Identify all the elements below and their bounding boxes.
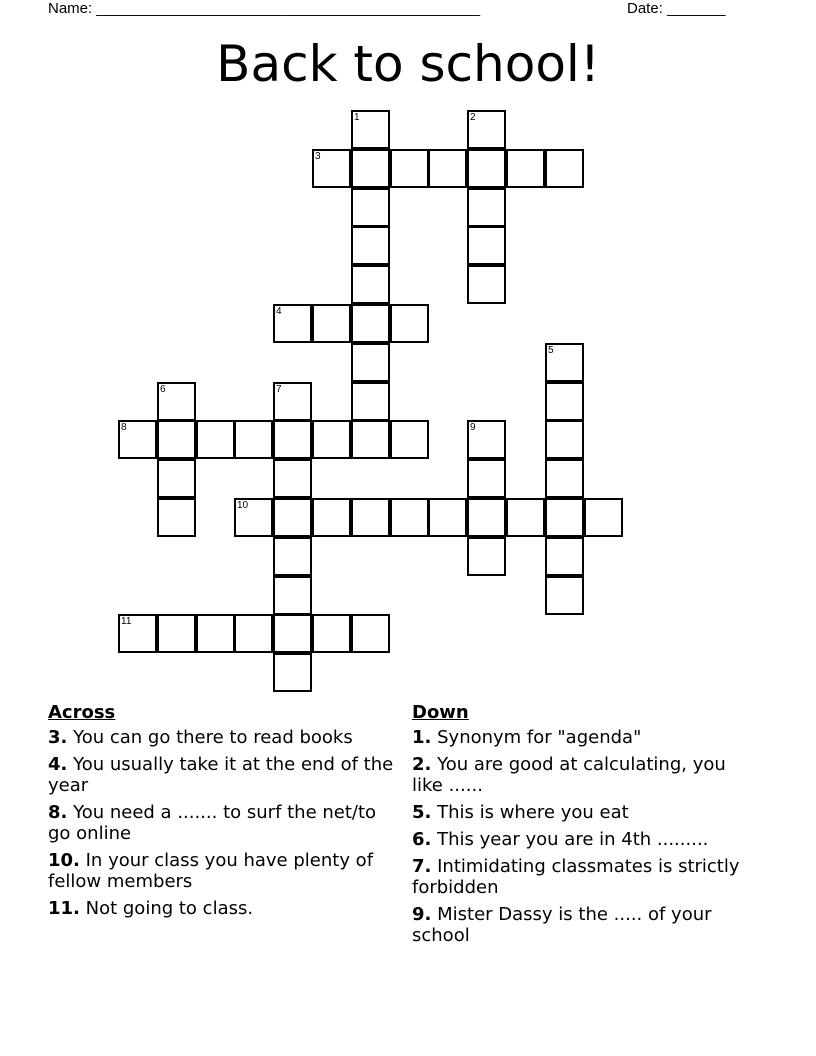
- down-clue: [412, 856, 762, 898]
- crossword-cell[interactable]: [273, 614, 312, 653]
- clue-text: You can go there to read books: [73, 727, 353, 748]
- clue-text: This is where you eat: [437, 802, 629, 823]
- crossword-cell[interactable]: [390, 420, 429, 459]
- clue-number: 1.: [412, 727, 432, 748]
- crossword-cell[interactable]: [273, 382, 312, 421]
- crossword-cell[interactable]: [467, 498, 506, 537]
- crossword-cell[interactable]: [351, 382, 390, 421]
- down-clue: [412, 802, 762, 823]
- clue-number: 3.: [48, 727, 68, 748]
- cell-number: 5: [548, 345, 554, 356]
- crossword-cell[interactable]: [467, 149, 506, 188]
- clue-number: 7.: [412, 856, 432, 877]
- across-heading: Across: [48, 702, 116, 723]
- cell-number: 8: [121, 422, 127, 433]
- crossword-cell[interactable]: [273, 576, 312, 615]
- crossword-cell[interactable]: [506, 149, 545, 188]
- crossword-cell[interactable]: [312, 304, 351, 343]
- clue-text: In your class you have plenty of fellow members: [48, 850, 374, 892]
- crossword-cell[interactable]: [157, 614, 196, 653]
- crossword-cell[interactable]: [118, 420, 157, 459]
- clue-text: You are good at calculating, you like ......: [412, 754, 726, 796]
- clue-text: You usually take it at the end of the year: [48, 754, 394, 796]
- clue-number: 11.: [48, 898, 80, 919]
- crossword-cell[interactable]: [273, 420, 312, 459]
- clue-number: 2.: [412, 754, 432, 775]
- crossword-cell[interactable]: [234, 614, 273, 653]
- clue-number: 8.: [48, 802, 68, 823]
- across-clue: [48, 850, 398, 892]
- clue-number: 10.: [48, 850, 80, 871]
- down-clue: [412, 754, 762, 796]
- crossword-cell[interactable]: [234, 420, 273, 459]
- crossword-cell[interactable]: [234, 498, 273, 537]
- crossword-cell[interactable]: [390, 149, 429, 188]
- cell-number: 4: [276, 306, 282, 317]
- crossword-cell[interactable]: [273, 304, 312, 343]
- clue-number: 4.: [48, 754, 68, 775]
- crossword-cell[interactable]: [467, 420, 506, 459]
- crossword-cell[interactable]: [467, 188, 506, 227]
- crossword-cell[interactable]: [545, 382, 584, 421]
- crossword-cell[interactable]: [312, 149, 351, 188]
- cell-number: 9: [470, 422, 476, 433]
- date-field-label: Date: _______: [627, 0, 726, 17]
- crossword-cell[interactable]: [273, 498, 312, 537]
- crossword-cell[interactable]: [351, 149, 390, 188]
- crossword-cell[interactable]: [428, 498, 467, 537]
- crossword-cell[interactable]: [467, 459, 506, 498]
- clue-number: 6.: [412, 829, 432, 850]
- page-title: Back to school!: [216, 35, 600, 93]
- crossword-cell[interactable]: [351, 498, 390, 537]
- crossword-cell[interactable]: [273, 653, 312, 692]
- down-clue: [412, 829, 762, 850]
- across-clues: [48, 702, 398, 925]
- crossword-cell[interactable]: [273, 537, 312, 576]
- crossword-cell[interactable]: [545, 420, 584, 459]
- crossword-cell[interactable]: [157, 420, 196, 459]
- cell-number: 7: [276, 384, 282, 395]
- crossword-cell[interactable]: [545, 343, 584, 382]
- crossword-cell[interactable]: [312, 498, 351, 537]
- cell-number: 10: [237, 500, 249, 511]
- clue-text: Not going to class.: [85, 898, 254, 919]
- crossword-cell[interactable]: [545, 498, 584, 537]
- down-heading: Down: [412, 702, 469, 723]
- crossword-cell[interactable]: [351, 343, 390, 382]
- clue-text: Intimidating classmates is strictly forbidden: [412, 856, 740, 898]
- crossword-cell[interactable]: [584, 498, 623, 537]
- crossword-cell[interactable]: [351, 304, 390, 343]
- crossword-cell[interactable]: [467, 537, 506, 576]
- crossword-cell[interactable]: [428, 149, 467, 188]
- cell-number: 1: [354, 112, 360, 123]
- clue-text: You need a ....... to surf the net/to go online: [48, 802, 377, 844]
- clue-text: Synonym for "agenda": [437, 727, 642, 748]
- crossword-cell[interactable]: [118, 614, 157, 653]
- crossword-cell[interactable]: [157, 382, 196, 421]
- crossword-cell[interactable]: [467, 226, 506, 265]
- crossword-cell[interactable]: [467, 110, 506, 149]
- across-clue: [48, 802, 398, 844]
- crossword-cell[interactable]: [157, 459, 196, 498]
- clue-number: 5.: [412, 802, 432, 823]
- across-clue: [48, 754, 398, 796]
- crossword-cell[interactable]: [545, 537, 584, 576]
- crossword-cell[interactable]: [196, 614, 235, 653]
- cell-number: 6: [160, 384, 166, 395]
- cell-number: 2: [470, 112, 476, 123]
- down-clues: [412, 702, 762, 952]
- crossword-cell[interactable]: [545, 149, 584, 188]
- across-clue: [48, 898, 398, 919]
- crossword-cell[interactable]: [157, 498, 196, 537]
- crossword-cell[interactable]: [390, 498, 429, 537]
- crossword-cell[interactable]: [545, 459, 584, 498]
- across-clue: [48, 727, 398, 748]
- crossword-cell[interactable]: [351, 226, 390, 265]
- crossword-cell[interactable]: [312, 614, 351, 653]
- clue-text: Mister Dassy is the ..... of your school: [412, 904, 712, 946]
- crossword-cell[interactable]: [545, 576, 584, 615]
- name-field-label: Name: ______________________________________________: [48, 0, 481, 17]
- clue-number: 9.: [412, 904, 432, 925]
- crossword-cell[interactable]: [196, 420, 235, 459]
- crossword-cell[interactable]: [273, 459, 312, 498]
- clue-text: This year you are in 4th .........: [437, 829, 709, 850]
- crossword-cell[interactable]: [351, 420, 390, 459]
- crossword-cell[interactable]: [312, 420, 351, 459]
- cell-number: 11: [121, 616, 132, 627]
- down-clue: [412, 904, 762, 946]
- crossword-cell[interactable]: [351, 614, 390, 653]
- down-clue: [412, 727, 762, 748]
- crossword-cell[interactable]: [351, 110, 390, 149]
- crossword-cell[interactable]: [506, 498, 545, 537]
- crossword-cell[interactable]: [351, 188, 390, 227]
- cell-number: 3: [315, 151, 321, 162]
- crossword-cell[interactable]: [467, 265, 506, 304]
- crossword-cell[interactable]: [351, 265, 390, 304]
- crossword-cell[interactable]: [390, 304, 429, 343]
